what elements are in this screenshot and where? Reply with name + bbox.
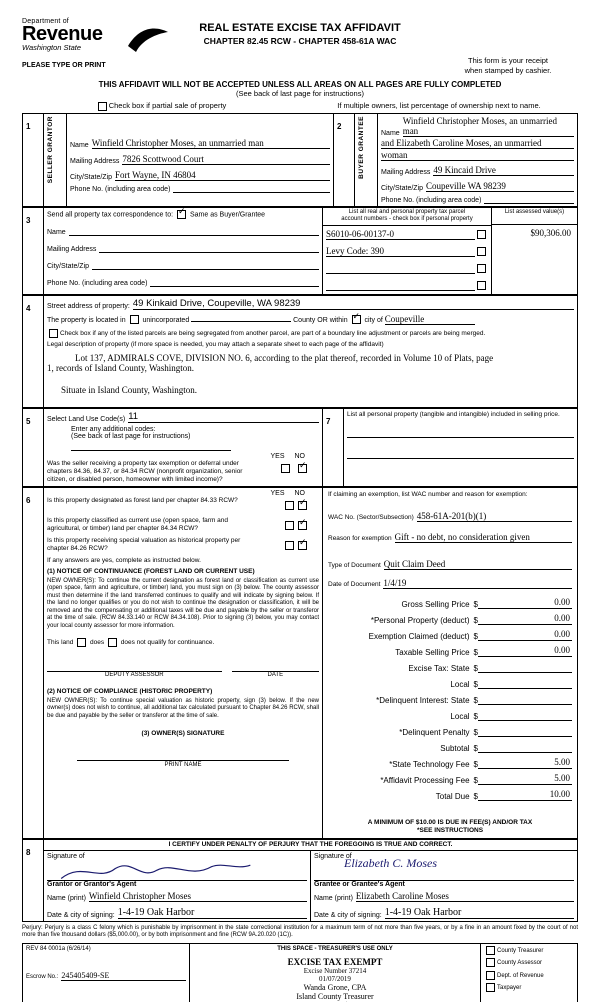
if-any-answers: If any answers are yes, complete as instructed below.: [47, 556, 201, 564]
calc-line-value[interactable]: [478, 693, 572, 705]
calc-line: [328, 789, 572, 801]
copy-recipient[interactable]: [484, 946, 574, 956]
corr-city[interactable]: [92, 259, 319, 270]
parcel-personal-checkbox-1[interactable]: [477, 230, 486, 239]
treasurer-space: [190, 943, 481, 1002]
calc-line: [328, 645, 572, 657]
grantee-agent-label: Grantee or Grantee's Agent: [314, 880, 405, 888]
box5-see-back: (See back of last page for instructions): [71, 432, 191, 440]
copy-label: County Assessor: [497, 960, 543, 967]
buyer-name-line1[interactable]: Winfield Christopher Moses, an unmarried man: [403, 116, 574, 137]
dollar-sign: $: [473, 791, 478, 801]
corr-phone-row: Phone No. (including area code): [47, 276, 319, 287]
dollar-sign: $: [473, 631, 478, 641]
calculation-lines: [328, 597, 572, 801]
escrow-number[interactable]: 245405409-SE: [61, 971, 186, 981]
copy-label: Taxpayer: [497, 985, 522, 992]
calc-line-value[interactable]: 0.00: [478, 645, 572, 657]
legal-description-line3: Situate in Island County, Washington.: [61, 384, 198, 395]
city-name[interactable]: Coupeville: [385, 314, 475, 325]
buyer-phone[interactable]: [484, 203, 574, 204]
parcel-row-4: [326, 280, 488, 291]
exemption-no-checkbox[interactable]: [298, 464, 307, 473]
seller-name[interactable]: Winfield Christopher Moses, an unmarried man: [92, 138, 330, 149]
date-of-document[interactable]: 1/4/19: [383, 578, 572, 589]
print-name-label: PRINT NAME: [164, 762, 202, 769]
calc-line-value[interactable]: 5.00: [478, 773, 572, 785]
calc-line-label: Taxable Selling Price: [395, 647, 470, 657]
calc-line: [328, 629, 572, 641]
partial-sale-checkbox[interactable]: [98, 102, 107, 111]
parcel-row-2: [326, 246, 488, 257]
form-title: REAL ESTATE EXCISE TAX AFFIDAVIT: [199, 22, 401, 34]
type-doc-row: Type of Document Quit Claim Deed: [328, 559, 572, 570]
copy-recipient[interactable]: [484, 958, 574, 968]
corr-mailing[interactable]: [99, 242, 319, 253]
yes-no-head-6: YES NO: [270, 489, 305, 497]
city-checkbox[interactable]: [352, 315, 361, 324]
seller-grantor-label: SELLER GRANTOR: [47, 115, 54, 183]
wac-number[interactable]: 458-61A-201(b)(1): [417, 511, 572, 522]
dept-label: Department of: [22, 18, 69, 25]
copy-recipient[interactable]: [484, 971, 574, 981]
parcel-header: List all real and personal property tax parcel account numbers - check box if personal property: [323, 208, 491, 226]
please-type-print: PLEASE TYPE OR PRINT: [22, 62, 106, 69]
date-doc-row: Date of Document 1/4/19: [328, 578, 572, 589]
form-header: [22, 18, 578, 76]
grantee-signature-script: Elizabeth C. Moses: [344, 855, 437, 870]
receipt-note: This form is your receipt when stamped by cashier.: [464, 56, 552, 75]
seller-mailing-row: Mailing Address 7826 Scottwood Court: [70, 154, 330, 165]
grantee-date-city[interactable]: 1-4-19 Oak Harbor: [385, 907, 574, 919]
footer-left: [23, 943, 190, 1002]
calc-line: [328, 725, 572, 737]
seller-phone-row: Phone No. (including area code): [70, 186, 330, 193]
calc-line-label: Local: [450, 711, 470, 721]
calc-line-value[interactable]: 0.00: [478, 613, 572, 625]
box6-number-cell: 6: [23, 487, 44, 838]
dollar-sign: $: [473, 663, 478, 673]
levy-code[interactable]: Levy Code: 390: [326, 246, 475, 257]
additional-codes-field[interactable]: [71, 440, 231, 451]
send-correspondence-label: Send all property tax correspondence to: ✓ Same as Buyer/Grantee: [47, 210, 319, 219]
box7-number-cell: 7: [323, 408, 344, 486]
parties-table: [22, 113, 578, 207]
dollar-sign: $: [473, 759, 478, 769]
buyer-block: [378, 113, 578, 206]
forest-land-question: Is this property designated as forest land per chapter 84.33 RCW? ✓: [47, 497, 319, 515]
corr-name-row: Name: [47, 225, 319, 236]
grantor-printed-name[interactable]: Winfield Christopher Moses: [89, 891, 307, 902]
calc-line-label: Subtotal: [440, 743, 470, 753]
parcel-row-1: [326, 229, 488, 240]
revenue-label: Revenue: [22, 23, 103, 45]
swoosh-icon: [126, 24, 170, 54]
calc-line-value[interactable]: [478, 709, 572, 721]
deputy-assessor-signature[interactable]: [47, 661, 222, 672]
top-checkbox-row: [22, 101, 578, 111]
box7-personal-property: [344, 408, 578, 486]
assessor-sign-row: [47, 661, 319, 672]
notice-compliance-body: NEW OWNER(S): To continue special valuation as historic property, sign (3) below. If the new owner(s) does not wish to continue, all additional tax calculated pursuant to Chapter 84.26 RCW, shall be due and payable by the seller or transferor at the time of sale.: [47, 697, 319, 719]
calc-line: [328, 597, 572, 609]
calc-line-value[interactable]: [478, 725, 572, 737]
calc-line-value[interactable]: 5.00: [478, 757, 572, 769]
exemption-yes-checkbox[interactable]: [281, 464, 290, 473]
parcel-block: [323, 207, 492, 294]
minimum-fee-note: A MINIMUM OF $10.00 IS DUE IN FEE(S) AND/OR TAX: [367, 818, 533, 826]
affidavit-form: [22, 18, 578, 1002]
located-row: The property is located in unincorporated County OR within ✓ city of Coupeville: [47, 314, 574, 325]
calc-line-value[interactable]: [478, 741, 572, 753]
box1-number-cell: 1: [23, 113, 44, 206]
calc-line-value[interactable]: 0.00: [478, 597, 572, 609]
buyer-mailing-row: Mailing Address 49 Kincaid Drive: [381, 165, 574, 176]
notice-continuance-title: (1) NOTICE OF CONTINUANCE (FOREST LAND OR CURRENT USE): [47, 567, 255, 575]
dollar-sign: $: [473, 727, 478, 737]
current-use-question: Is this property classified as current use (open space, farm and agricultural, or timber) land per chapter 84.34 RCW? ✓: [47, 517, 319, 535]
calc-line-label: Exemption Claimed (deduct): [368, 631, 470, 641]
grantee-printed-name[interactable]: Elizabeth Caroline Moses: [356, 891, 574, 902]
grantor-sign-block: Signature of Grantor or Grantor's Agent Name (print) Winfield Christopher Moses Date & city of signing: 1-4-19 Oak Harbor: [44, 850, 311, 921]
seller-side-label: [44, 113, 67, 206]
seller-city-state-zip[interactable]: Fort Wayne, IN 46804: [115, 170, 330, 181]
box3-number-cell: 3: [23, 207, 44, 294]
box5-number-cell: 5: [23, 408, 44, 486]
box8-table: [22, 839, 578, 922]
legal-description-line2: 1, records of Island County, Washington.: [47, 362, 195, 373]
buyer-name-line2[interactable]: and Elizabeth Caroline Moses, an unmarried: [381, 138, 574, 149]
calc-line-label: Excise Tax: State: [408, 663, 470, 673]
assessed-value[interactable]: $90,306.00: [530, 228, 571, 239]
see-instructions-note: *SEE INSTRUCTIONS: [416, 826, 484, 834]
calc-line-label: Local: [450, 679, 470, 689]
copy-checkbox[interactable]: [486, 946, 495, 955]
buyer-grantee-label: BUYER GRANTEE: [358, 115, 365, 179]
state-label: Washington State: [22, 43, 82, 52]
dollar-sign: $: [473, 679, 478, 689]
box8-content: [44, 839, 578, 921]
affidavit-notice: THIS AFFIDAVIT WILL NOT BE ACCEPTED UNLESS ALL AREAS ON ALL PAGES ARE FULLY COMPLETED: [98, 80, 502, 89]
segregation-note: Check box if any of the listed parcels are being segregated from another parcel, are part of a boundary line adjustment or parcels are being merged.: [47, 329, 574, 338]
exemption-claim-label: If claiming an exemption, list WAC number and reason for exemption:: [328, 490, 528, 498]
calc-line: [328, 613, 572, 625]
yes-no-head-5: YES NO: [270, 452, 305, 460]
additional-codes-label: Enter any additional codes:: [71, 425, 156, 433]
multiple-owners-note: If multiple owners, list percentage of ownership next to name.: [337, 101, 541, 110]
grantee-date-row: Date & city of signing: 1-4-19 Oak Harbor: [314, 907, 574, 919]
calc-line-label: *Delinquent Interest: State: [376, 695, 470, 705]
dollar-sign: $: [473, 743, 478, 753]
assessed-header: List assessed value(s): [492, 208, 577, 226]
dollar-sign: $: [473, 615, 478, 625]
assessed-block: [492, 207, 578, 294]
currentuse-yes-checkbox[interactable]: [285, 521, 294, 530]
calc-line: [328, 741, 572, 753]
footer-table: [22, 943, 578, 1002]
same-as-buyer-checkbox[interactable]: [177, 210, 186, 219]
calc-line-value[interactable]: [478, 677, 572, 689]
box6-content: [44, 487, 323, 838]
calc-line: [328, 773, 572, 785]
dollar-sign: $: [473, 599, 478, 609]
street-address-row: Street address of property: 49 Kinkaid Drive, Coupeville, WA 98239: [47, 298, 574, 310]
parcel-number[interactable]: S6010-06-00137-0: [326, 229, 475, 240]
historic-no-checkbox[interactable]: [298, 541, 307, 550]
calc-line: [328, 661, 572, 673]
historic-yes-checkbox[interactable]: [285, 541, 294, 550]
legal-desc-note: Legal description of property (if more space is needed, you may attach a separate sheet to each page of the affidavit): [47, 340, 384, 348]
grantor-agent-label: Grantor or Grantor's Agent: [47, 880, 137, 888]
dollar-sign: $: [473, 711, 478, 721]
calc-line: [328, 677, 572, 689]
exemption-reason[interactable]: Gift - no debt, no consideration given: [395, 532, 572, 543]
calc-line: [328, 709, 572, 721]
corr-phone[interactable]: [150, 276, 319, 287]
notice-continuance-body: NEW OWNER(S): To continue the current designation as forest land or classification as current use (open space, farm and agriculture, or timber) land, you must sign on (3) below. The county assessor must then determine if the land transferred continues to qualify and will indicate by signing below. If the land no longer qualifies or you do not wish to continue the designation or classification, it will be removed and the compensating or additional taxes will be due and payable by the seller or transferor at the time of sale. (RCW 84.33.140 or RCW 84.34.108). Prior to signing (3) below, you may contact your local county assessor for more information.: [47, 577, 319, 629]
box3-table: [22, 207, 578, 295]
county-name-field[interactable]: [191, 321, 291, 322]
copy-label: Dept. of Revenue: [497, 972, 544, 979]
corr-mailing-row: Mailing Address: [47, 242, 319, 253]
seller-city-row: City/State/Zip Fort Wayne, IN 46804: [70, 170, 330, 181]
buyer-name-line3[interactable]: woman: [381, 150, 574, 161]
correspondence-block: [44, 207, 323, 294]
box5-content: [44, 408, 323, 486]
parcel-personal-checkbox-3[interactable]: [477, 264, 486, 273]
assessor-labels-row: DEPUTY ASSESSOR DATE: [105, 672, 284, 679]
calc-line-label: *Delinquent Penalty: [399, 727, 470, 737]
exemption-question: Was the seller receiving a property tax exemption or deferral under chapters 84.36, 84.37, or 84.34 RCW (nonprofit organization, senior citizen, or disabled person, homeowner with limited income)? ✓: [47, 460, 319, 484]
personal-property-label: List all personal property (tangible and intangible) included in selling price.: [347, 410, 560, 418]
grantee-name-row: Name (print) Elizabeth Caroline Moses: [314, 891, 574, 902]
box2-number-cell: 2: [334, 113, 355, 206]
box7-calc: [323, 487, 578, 838]
copy-checkbox[interactable]: [486, 971, 495, 980]
buyer-city-state-zip[interactable]: Coupeville WA 98239: [426, 181, 574, 192]
reason-row: Reason for exemption Gift - no debt, no consideration given: [328, 532, 572, 543]
escrow-row: Escrow No.: 245405409-SE: [26, 971, 186, 981]
rev-number: REV 84 0001a (6/26/14): [26, 945, 91, 952]
box6-7-table: [22, 487, 578, 839]
perjury-note: Perjury: Perjury is a class C felony which is punishable by imprisonment in the state correctional institution for a maximum term of not more than five years, or by a fine in an amount fixed by the court of not more than five thousand dollars ($5,000.00), or by both imprisonment and fine (RCW 9A.20.020 (1C)).: [22, 924, 578, 939]
copies-block: [481, 943, 578, 1002]
does-qualify-checkbox[interactable]: [77, 638, 86, 647]
seller-name-row: Name Winfield Christopher Moses, an unmarried man: [70, 138, 330, 149]
currentuse-no-checkbox[interactable]: [298, 521, 307, 530]
forest-no-checkbox[interactable]: [298, 501, 307, 510]
calc-line: [328, 757, 572, 769]
see-back-note: (See back of last page for instructions): [236, 89, 364, 98]
grantee-sign-block: Signature of Elizabeth C. Moses Grantee or Grantee's Agent Name (print) Elizabeth Caroline Moses Date & city of signing: 1-4-19 Oak Harbor: [311, 850, 578, 921]
dollar-sign: $: [473, 695, 478, 705]
box4-content: [44, 295, 578, 407]
calc-line-label: Total Due: [435, 791, 470, 801]
grantor-date-row: Date & city of signing: 1-4-19 Oak Harbor: [47, 907, 307, 919]
copy-label: County Treasurer: [497, 947, 544, 954]
owner-signature-field[interactable]: [77, 738, 289, 761]
parcel-number-3[interactable]: [326, 263, 475, 274]
forest-yes-checkbox[interactable]: [285, 501, 294, 510]
personal-property-line-1[interactable]: [347, 425, 574, 438]
grantor-date-city[interactable]: 1-4-19 Oak Harbor: [118, 907, 307, 919]
box8-number-cell: 8: [23, 839, 44, 921]
form-subtitle: CHAPTER 82.45 RCW - CHAPTER 458-61A WAC: [203, 36, 397, 46]
parcel-personal-checkbox-2[interactable]: [477, 247, 486, 256]
calc-line-value[interactable]: [478, 661, 572, 673]
personal-property-line-2[interactable]: [347, 446, 574, 459]
notice-compliance-title: (2) NOTICE OF COMPLIANCE (HISTORIC PROPERTY): [47, 687, 213, 695]
dollar-sign: $: [473, 647, 478, 657]
calc-line-value[interactable]: 0.00: [478, 629, 572, 641]
buyer-mailing-address[interactable]: 49 Kincaid Drive: [433, 165, 574, 176]
calc-line-label: *Affidavit Processing Fee: [380, 775, 470, 785]
calc-line-label: *State Technology Fee: [389, 759, 470, 769]
property-street-address[interactable]: 49 Kinkaid Drive, Coupeville, WA 98239: [133, 298, 574, 310]
grantor-name-row: Name (print) Winfield Christopher Moses: [47, 891, 307, 902]
this-land-row: This land does does not qualify for continuance.: [47, 639, 215, 647]
does-not-qualify-checkbox[interactable]: [108, 638, 117, 647]
calc-line-label: Gross Selling Price: [401, 599, 470, 609]
copy-checkbox[interactable]: [486, 958, 495, 967]
buyer-city-row: City/State/Zip Coupeville WA 98239: [381, 181, 574, 192]
buyer-side-label: [355, 113, 378, 206]
calc-line: [328, 693, 572, 705]
wac-row: WAC No. (Sector/Subsection) 458-61A-201(b)(1): [328, 511, 572, 522]
copy-recipient[interactable]: [484, 983, 574, 993]
calc-line-value[interactable]: 10.00: [478, 789, 572, 801]
certify-statement: I CERTIFY UNDER PENALTY OF PERJURY THAT THE FOREGOING IS TRUE AND CORRECT.: [168, 840, 453, 848]
parcel-number-4[interactable]: [326, 280, 475, 291]
land-use-code[interactable]: 11: [128, 411, 319, 423]
buyer-name-row: Name Winfield Christopher Moses, an unmarried man: [381, 116, 574, 137]
historic-question: Is this property receiving special valuation as historical property per chapter 84.26 RCW? ✓: [47, 537, 319, 555]
parcel-personal-checkbox-4[interactable]: [477, 281, 486, 290]
legal-description-line1: Lot 137, ADMIRALS COVE, DIVISION NO. 6, according to the plat thereof, recorded in Volume 10 of Plats, page: [75, 352, 494, 363]
grantor-signature-mark: [57, 858, 257, 884]
dollar-sign: $: [473, 775, 478, 785]
box4-table: [22, 295, 578, 408]
buyer-phone-row: Phone No. (including area code): [381, 197, 574, 204]
assessor-date-field[interactable]: [232, 661, 319, 672]
treasurer-space-label: THIS SPACE - TREASURER'S USE ONLY: [277, 945, 393, 952]
box5-7-table: [22, 408, 578, 487]
parcel-row-3: [326, 263, 488, 274]
partial-sale-check[interactable]: Check box if partial sale of property: [22, 101, 300, 111]
seller-phone[interactable]: [173, 192, 330, 193]
owner-signature-title: (3) OWNER(S) SIGNATURE: [141, 730, 225, 738]
corr-name[interactable]: [69, 225, 319, 236]
type-of-document[interactable]: Quit Claim Deed: [384, 559, 572, 570]
seller-mailing-address[interactable]: 7826 Scottwood Court: [122, 154, 330, 165]
land-use-row: Select Land Use Code(s) 11: [47, 411, 319, 423]
unincorporated-checkbox[interactable]: [130, 315, 139, 324]
segregation-checkbox[interactable]: [49, 329, 58, 338]
calc-line-label: *Personal Property (deduct): [370, 615, 470, 625]
corr-city-row: City/State/Zip: [47, 259, 319, 270]
seller-block: [67, 113, 334, 206]
box4-number-cell: 4: [23, 295, 44, 407]
excise-stamp: EXCISE TAX EXEMPT Excise Number 37214 01/07/2019 Wanda Grone, CPA Island County Treasurer: [287, 957, 383, 1002]
